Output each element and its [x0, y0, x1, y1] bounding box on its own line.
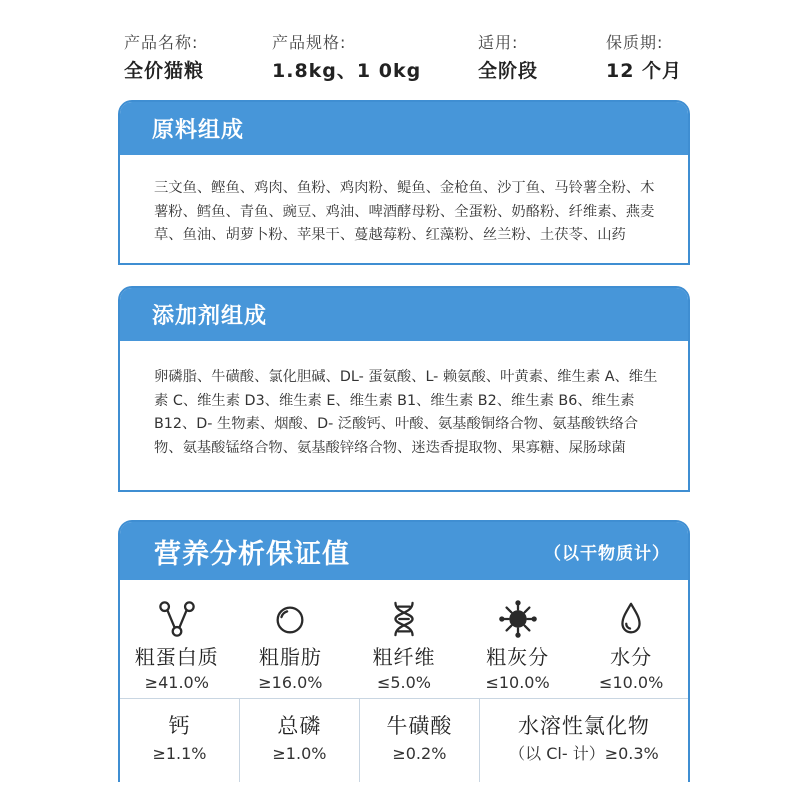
nutrient-value: ≥1.1%: [152, 744, 207, 763]
nutrient-label: 粗脂肪: [258, 645, 322, 669]
product-name-label: 产品名称:: [124, 33, 199, 52]
nutrition-note: （以干物质计）: [544, 543, 670, 564]
nutrient-value: ≥0.2%: [392, 744, 447, 763]
nutrient-value: ≤10.0%: [599, 673, 664, 692]
nutrient-calcium: [120, 699, 239, 782]
nutrient-label: 粗灰分: [486, 645, 550, 669]
raw-materials-panel: [118, 100, 690, 265]
product-name-block: [124, 33, 204, 84]
nutrient-value: ≥1.0%: [272, 744, 327, 763]
nutrient-value: （以 Cl- 计）≥0.3%: [509, 744, 659, 763]
nutrient-crude-fat: [234, 580, 348, 696]
nutrient-label: 总磷: [277, 714, 322, 738]
applicable-label: 适用:: [478, 33, 519, 52]
nutrition-extra-row: [120, 698, 688, 782]
product-name-value: 全价猫粮: [124, 60, 205, 82]
product-spec-value: 1.8kg、1 0kg: [272, 60, 422, 82]
nutrient-taurine: [359, 699, 479, 782]
nutrient-total-phosphorus: [239, 699, 359, 782]
nutrient-crude-ash: [461, 580, 575, 696]
product-spec-label: 产品规格:: [272, 33, 347, 52]
additives-panel: [118, 286, 690, 492]
nutrient-value: ≥41.0%: [144, 673, 209, 692]
nutrient-value: ≤10.0%: [485, 673, 550, 692]
dna-icon: [385, 600, 423, 638]
additives-text: 卵磷脂、牛磺酸、氯化胆碱、DL- 蛋氨酸、L- 赖氨酸、叶黄素、维生素 A、维生素 C、维生素 D3、维生素 E、维生素 B1、维生素 B2、维生素 B6、维生素 B12、D- 生物素、烟酸、D- 泛酸钙、叶酸、氨基酸铜络合物、氨基酸铁络合物、氨基酸锰络合物、氨基酸锌络合物、迷迭香提取物、果寡糖、屎肠球菌: [154, 369, 658, 456]
nutrient-value: ≤5.0%: [376, 673, 432, 692]
nutrition-header: [120, 522, 688, 580]
applicable-block: [478, 33, 538, 84]
applicable-value: 全阶段: [478, 60, 539, 82]
nutrient-crude-fiber: [347, 580, 461, 696]
nutrient-water-soluble-chloride: [479, 699, 688, 782]
additives-title: 添加剂组成: [152, 304, 268, 329]
nutrient-crude-protein: [120, 580, 234, 696]
additives-header: [120, 288, 688, 341]
circle-icon: [271, 600, 309, 638]
molecule-icon: [158, 600, 196, 638]
nutrient-label: 水溶性氯化物: [517, 714, 650, 738]
nutrient-value: ≥16.0%: [258, 673, 323, 692]
nutrient-label: 粗纤维: [372, 645, 436, 669]
product-spec-block: [272, 33, 421, 84]
shelf-life-block: [606, 33, 682, 84]
raw-materials-title: 原料组成: [152, 118, 245, 143]
nutrient-label: 水分: [610, 645, 653, 669]
raw-materials-header: [120, 102, 688, 155]
nutrition-title: 营养分析保证值: [154, 538, 350, 570]
nutrient-label: 粗蛋白质: [134, 645, 219, 669]
raw-materials-text: 三文鱼、鲣鱼、鸡肉、鱼粉、鸡肉粉、鳀鱼、金枪鱼、沙丁鱼、马铃薯全粉、木薯粉、鳕鱼、青鱼、豌豆、鸡油、啤酒酵母粉、全蛋粉、奶酪粉、纤维素、燕麦草、鱼油、胡萝卜粉、苹果干、蔓越莓粉、红藻粉、丝兰粉、土茯苓、山药: [154, 180, 655, 243]
nutrient-label: 钙: [168, 714, 191, 738]
shelf-life-label: 保质期:: [606, 33, 664, 52]
water-drop-icon: [612, 600, 650, 638]
nutrition-main-row: [120, 580, 688, 696]
atom-icon: [499, 600, 537, 638]
shelf-life-value: 12 个月: [606, 60, 683, 82]
nutrition-panel: [118, 520, 690, 782]
nutrient-moisture: [574, 580, 688, 696]
nutrient-label: 牛磺酸: [386, 714, 453, 738]
